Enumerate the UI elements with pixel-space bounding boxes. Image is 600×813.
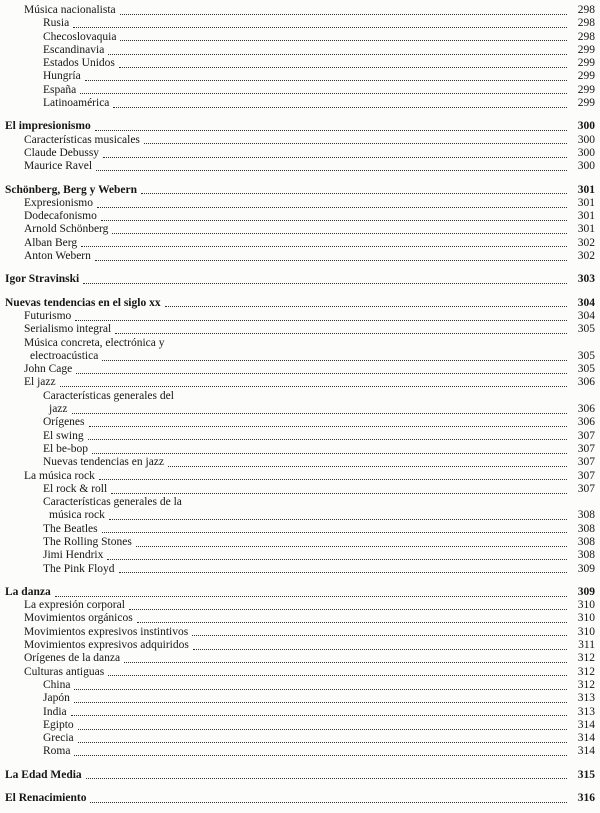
dot-leader bbox=[74, 679, 567, 690]
dot-leader bbox=[102, 350, 567, 361]
toc-entry bbox=[0, 456, 595, 469]
toc-entry-label: The Beatles bbox=[43, 522, 98, 535]
toc-entry bbox=[0, 769, 595, 782]
page-number: 302 bbox=[577, 250, 595, 263]
toc-entry bbox=[0, 297, 595, 310]
toc-entry bbox=[0, 496, 595, 509]
toc-entry bbox=[0, 430, 595, 443]
toc-entry-label: El impresionismo bbox=[5, 120, 91, 133]
page-number: 305 bbox=[577, 363, 595, 376]
toc-entry bbox=[0, 147, 595, 160]
page-number: 313 bbox=[577, 692, 595, 705]
page-number: 306 bbox=[577, 376, 595, 389]
toc-entry-label: Japón bbox=[43, 692, 70, 705]
toc-entry-label: India bbox=[43, 705, 67, 718]
toc-entry-label: Latinoamérica bbox=[43, 97, 110, 110]
toc-entry-label: La música rock bbox=[24, 469, 95, 482]
toc-entry-label: China bbox=[43, 678, 71, 691]
toc-entry bbox=[0, 679, 595, 692]
toc-entry-label: Expresionismo bbox=[24, 196, 93, 209]
page-number: 298 bbox=[577, 30, 595, 43]
toc-entry bbox=[0, 719, 595, 732]
toc-section bbox=[0, 586, 595, 759]
dot-leader bbox=[107, 549, 567, 560]
page-number: 307 bbox=[577, 442, 595, 455]
toc-entry bbox=[0, 706, 595, 719]
toc-entry bbox=[0, 210, 595, 223]
toc-entry-continuation bbox=[0, 350, 595, 363]
page-number: 308 bbox=[577, 535, 595, 548]
toc-entry bbox=[0, 84, 595, 97]
dot-leader bbox=[74, 745, 567, 756]
page-number: 299 bbox=[577, 97, 595, 110]
toc-entry bbox=[0, 390, 595, 403]
dot-leader bbox=[88, 430, 567, 441]
toc-entry bbox=[0, 599, 595, 612]
toc-entry-label: Nuevas tendencias en jazz bbox=[43, 456, 165, 469]
toc-entry bbox=[0, 223, 595, 236]
dot-leader bbox=[165, 297, 567, 308]
dot-leader bbox=[78, 732, 567, 743]
page-number: 299 bbox=[577, 57, 595, 70]
toc-entry bbox=[0, 44, 595, 57]
toc-entry-label: España bbox=[43, 83, 77, 96]
toc-entry-label: Características generales del bbox=[43, 389, 174, 402]
toc-entry-label: El rock & roll bbox=[43, 482, 108, 495]
toc-entry bbox=[0, 250, 595, 263]
page-number: 307 bbox=[577, 482, 595, 495]
dot-leader bbox=[86, 769, 567, 780]
dot-leader bbox=[99, 470, 567, 481]
dot-leader bbox=[109, 509, 567, 520]
page-number: 304 bbox=[577, 309, 595, 322]
dot-leader bbox=[90, 792, 567, 803]
toc-entry bbox=[0, 310, 595, 323]
dot-leader bbox=[92, 443, 567, 454]
toc-entry bbox=[0, 237, 595, 250]
page-number: 310 bbox=[577, 625, 595, 638]
toc-entry bbox=[0, 666, 595, 679]
page-number: 308 bbox=[577, 549, 595, 562]
toc-entry-label: Movimientos orgánicos bbox=[24, 612, 133, 625]
toc-entry-label: Maurice Ravel bbox=[24, 160, 93, 173]
dot-leader bbox=[95, 120, 567, 131]
toc-entry-label: El Renacimiento bbox=[5, 792, 87, 805]
toc-entry bbox=[0, 134, 595, 147]
toc-entry bbox=[0, 273, 595, 286]
toc-entry-label: Serialismo integral bbox=[24, 323, 112, 336]
toc-entry-label: La expresión corporal bbox=[24, 599, 125, 612]
toc-section bbox=[0, 120, 595, 173]
page-number: 307 bbox=[577, 469, 595, 482]
toc-section bbox=[0, 792, 595, 805]
toc-entry-label: Movimientos expresivos instintivos bbox=[24, 625, 189, 638]
toc-entry bbox=[0, 70, 595, 83]
toc-entry-label: El jazz bbox=[24, 376, 56, 389]
toc-entry-label: Igor Stravinski bbox=[5, 273, 80, 286]
toc-entry bbox=[0, 97, 595, 110]
page-number: 309 bbox=[577, 562, 595, 575]
dot-leader bbox=[111, 483, 567, 494]
dot-leader bbox=[124, 652, 567, 663]
toc-entry bbox=[0, 586, 595, 599]
dot-leader bbox=[55, 586, 567, 597]
toc-entry bbox=[0, 17, 595, 30]
toc-entry-label: Futurismo bbox=[24, 309, 72, 322]
toc-entry bbox=[0, 732, 595, 745]
toc-entry-label: Escandinavia bbox=[43, 43, 105, 56]
toc-entry-label: música rock bbox=[49, 509, 105, 522]
page-number: 305 bbox=[577, 323, 595, 336]
dot-leader bbox=[103, 147, 567, 158]
page-number: 300 bbox=[577, 160, 595, 173]
page-number: 306 bbox=[577, 403, 595, 416]
toc-entry-label: Movimientos expresivos adquiridos bbox=[24, 639, 189, 652]
toc-entry-label: Características generales de la bbox=[43, 496, 182, 509]
toc-entry-label: electroacústica bbox=[30, 349, 99, 362]
dot-leader bbox=[112, 223, 567, 234]
dot-leader bbox=[71, 706, 567, 717]
dot-leader bbox=[76, 363, 567, 374]
toc-entry bbox=[0, 639, 595, 652]
toc-entry bbox=[0, 626, 595, 639]
toc-entry-label: The Pink Floyd bbox=[43, 562, 115, 575]
dot-leader bbox=[108, 44, 567, 55]
dot-leader bbox=[60, 376, 567, 387]
dot-leader bbox=[81, 237, 567, 248]
dot-leader bbox=[73, 17, 567, 28]
page-number: 315 bbox=[577, 768, 595, 781]
dot-leader bbox=[96, 160, 567, 171]
toc-entry bbox=[0, 57, 595, 70]
toc-entry bbox=[0, 31, 595, 44]
dot-leader bbox=[97, 197, 567, 208]
toc-entry bbox=[0, 4, 595, 17]
toc-entry-label: Anton Webern bbox=[24, 250, 91, 263]
page-number: 301 bbox=[577, 210, 595, 223]
page-number: 298 bbox=[577, 17, 595, 30]
toc-entry-label: Arnold Schönberg bbox=[24, 223, 109, 236]
page-number: 298 bbox=[577, 4, 595, 16]
toc-entry bbox=[0, 549, 595, 562]
toc-section bbox=[0, 769, 595, 782]
toc-entry-label: Jimi Hendrix bbox=[43, 549, 104, 562]
toc-entry-label: La danza bbox=[5, 585, 51, 598]
page-number: 302 bbox=[577, 236, 595, 249]
dot-leader bbox=[119, 57, 567, 68]
toc-section bbox=[0, 273, 595, 286]
toc-entry-label: Schönberg, Berg y Webern bbox=[5, 183, 138, 196]
page-number: 301 bbox=[577, 223, 595, 236]
toc-entry bbox=[0, 692, 595, 705]
dot-leader bbox=[136, 536, 567, 547]
toc-entry bbox=[0, 563, 595, 576]
toc-entry bbox=[0, 523, 595, 536]
toc-entry-continuation bbox=[0, 509, 595, 522]
toc-entry-label: El be-bop bbox=[43, 442, 89, 455]
page-number: 316 bbox=[577, 792, 595, 805]
toc-entry-label: Culturas antiguas bbox=[24, 665, 105, 678]
dot-leader bbox=[119, 563, 567, 574]
page-number: 300 bbox=[577, 146, 595, 159]
toc-entry-label: Hungría bbox=[43, 70, 81, 83]
dot-leader bbox=[95, 250, 567, 261]
dot-leader bbox=[89, 416, 567, 427]
toc-entry bbox=[0, 363, 595, 376]
page-number: 307 bbox=[577, 456, 595, 469]
page-number: 313 bbox=[577, 705, 595, 718]
page-number: 300 bbox=[577, 133, 595, 146]
toc-entry bbox=[0, 160, 595, 173]
dot-leader bbox=[83, 273, 567, 284]
page-number: 314 bbox=[577, 718, 595, 731]
dot-leader bbox=[120, 4, 567, 15]
page-number: 300 bbox=[577, 120, 595, 133]
page-number: 306 bbox=[577, 416, 595, 429]
page-number: 305 bbox=[577, 349, 595, 362]
page-number: 310 bbox=[577, 612, 595, 625]
toc-entry bbox=[0, 652, 595, 665]
page-number: 307 bbox=[577, 429, 595, 442]
toc-entry bbox=[0, 184, 595, 197]
dot-leader bbox=[115, 323, 567, 334]
toc-section bbox=[0, 297, 595, 576]
page-number: 299 bbox=[577, 43, 595, 56]
toc-entry-label: Alban Berg bbox=[24, 236, 78, 249]
toc-entry-continuation bbox=[0, 403, 595, 416]
page-number: 312 bbox=[577, 652, 595, 665]
toc-entry-label: Características musicales bbox=[24, 133, 140, 146]
dot-leader bbox=[137, 612, 567, 623]
dot-leader bbox=[85, 70, 567, 81]
toc-entry-label: John Cage bbox=[24, 363, 73, 376]
toc-entry-label: Estados Unidos bbox=[43, 57, 115, 70]
toc-entry bbox=[0, 416, 595, 429]
toc-entry-label: Orígenes de la danza bbox=[24, 652, 121, 665]
page-number: 314 bbox=[577, 732, 595, 745]
toc-entry-label: Claude Debussy bbox=[24, 146, 100, 159]
toc-section bbox=[0, 184, 595, 264]
toc-entry bbox=[0, 197, 595, 210]
toc-entry-label: Nuevas tendencias en el siglo xx bbox=[5, 296, 161, 309]
toc-entry bbox=[0, 443, 595, 456]
page-number: 312 bbox=[577, 678, 595, 691]
toc-entry-label: El swing bbox=[43, 429, 84, 442]
toc-entry-label: jazz bbox=[49, 403, 68, 416]
dot-leader bbox=[75, 310, 567, 321]
toc-entry bbox=[0, 323, 595, 336]
dot-leader bbox=[80, 84, 567, 95]
dot-leader bbox=[120, 31, 567, 42]
page-number: 308 bbox=[577, 522, 595, 535]
dot-leader bbox=[193, 639, 567, 650]
toc-entry bbox=[0, 792, 595, 805]
dot-leader bbox=[129, 599, 567, 610]
toc-entry-label: Música concreta, electrónica y bbox=[24, 336, 165, 349]
toc-entry bbox=[0, 745, 595, 758]
toc-entry-label: Orígenes bbox=[43, 416, 85, 429]
toc-entry bbox=[0, 470, 595, 483]
page-number: 301 bbox=[577, 196, 595, 209]
toc-entry-label: Música nacionalista bbox=[24, 4, 116, 16]
toc-entry bbox=[0, 483, 595, 496]
toc-entry-label: Grecia bbox=[43, 732, 74, 745]
dot-leader bbox=[144, 134, 567, 145]
page-number: 303 bbox=[577, 273, 595, 286]
dot-leader bbox=[78, 719, 567, 730]
page-number: 311 bbox=[578, 639, 595, 652]
toc-entry bbox=[0, 120, 595, 133]
page-number: 301 bbox=[577, 183, 595, 196]
page-number: 314 bbox=[577, 745, 595, 758]
toc-entry-label: Dodecafonismo bbox=[24, 210, 97, 223]
page-number: 299 bbox=[577, 83, 595, 96]
page-number: 312 bbox=[577, 665, 595, 678]
toc-entry-label: Rusia bbox=[43, 17, 70, 30]
toc-entry-label: Egipto bbox=[43, 718, 74, 731]
page-number: 304 bbox=[577, 296, 595, 309]
toc-entry-label: Checoslovaquia bbox=[43, 30, 117, 43]
dot-leader bbox=[141, 184, 567, 195]
dot-leader bbox=[72, 403, 567, 414]
toc-entry-label: Roma bbox=[43, 745, 71, 758]
dot-leader bbox=[192, 626, 567, 637]
toc-entry bbox=[0, 337, 595, 350]
dot-leader bbox=[74, 692, 567, 703]
toc-entry-label: La Edad Media bbox=[5, 768, 82, 781]
dot-leader bbox=[101, 210, 567, 221]
page-number: 310 bbox=[577, 599, 595, 612]
toc-entry-label: The Rolling Stones bbox=[43, 535, 132, 548]
toc-entry bbox=[0, 612, 595, 625]
toc-section bbox=[0, 4, 595, 110]
dot-leader bbox=[102, 523, 567, 534]
toc-entry bbox=[0, 536, 595, 549]
page-number: 308 bbox=[577, 509, 595, 522]
dot-leader bbox=[113, 97, 567, 108]
dot-leader bbox=[108, 666, 567, 677]
page-number: 309 bbox=[577, 585, 595, 598]
page-number: 299 bbox=[577, 70, 595, 83]
toc-entry bbox=[0, 376, 595, 389]
dot-leader bbox=[168, 456, 567, 467]
